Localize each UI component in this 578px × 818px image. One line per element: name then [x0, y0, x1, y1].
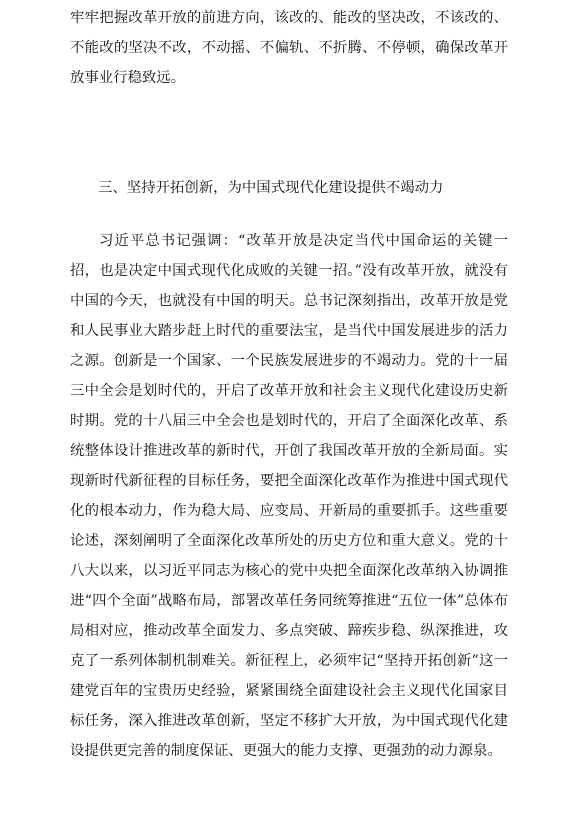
paragraph-body: 习近平总书记强调：“改革开放是决定当代中国命运的关键一招，也是决定中国式现代化成败的关键一招。”没有改革开放，就没有中国的今天，也就没有中国的明天。总书记深刻指出，改革开放是党和人民事业大踏步赶上时代的重要法宝，是当代中国发展进步的活力之源。创新是一个国家、一个民族发展进步的不竭动力。党的十一届三中全会是划时代的，开启了改革开放和社会主义现代化建设历史新时期。党的十八届三中全会也是划时代的，开启了全面深化改革、系统整体设计推进改革的新时代，开创了我国改革开放的全新局面。实现新时代新征程的目标任务，要把全面深化改革作为推进中国式现代化的根本动力，作为稳大局、应变局、开新局的重要抓手。这些重要论述，深刻阐明了全面深化改革所处的历史方位和重大意义。党的十八大以来，以习近平同志为核心的党中央把全面深化改革纳入协调推进“四个全面”战略布局，部署改革任务同统筹推进“五位一体”总体布局相对应，推动改革全面发力、多点突破、蹄疾步稳、纵深推进，攻克了一系列体制机制难关。新征程上，必须牢记“坚持开拓创新”这一建党百年的宝贵历史经验，紧紧围绕全面建设社会主义现代化国家目标任务，深入推进改革创新，坚定不移扩大开放，为中国式现代化建设提供更完善的制度保证、更强大的能力支撑、更强劲的动力源泉。: [70, 233, 508, 759]
section-heading: 三、坚持开拓创新，为中国式现代化建设提供不竭动力: [98, 180, 444, 196]
paragraph-continuation: 牢牢把握改革开放的前进方向，该改的、能改的坚决改，不该改的、不能改的坚决不改，不动摇、不偏轨、不折腾、不停顿，确保改革开放事业行稳致远。: [70, 10, 508, 86]
